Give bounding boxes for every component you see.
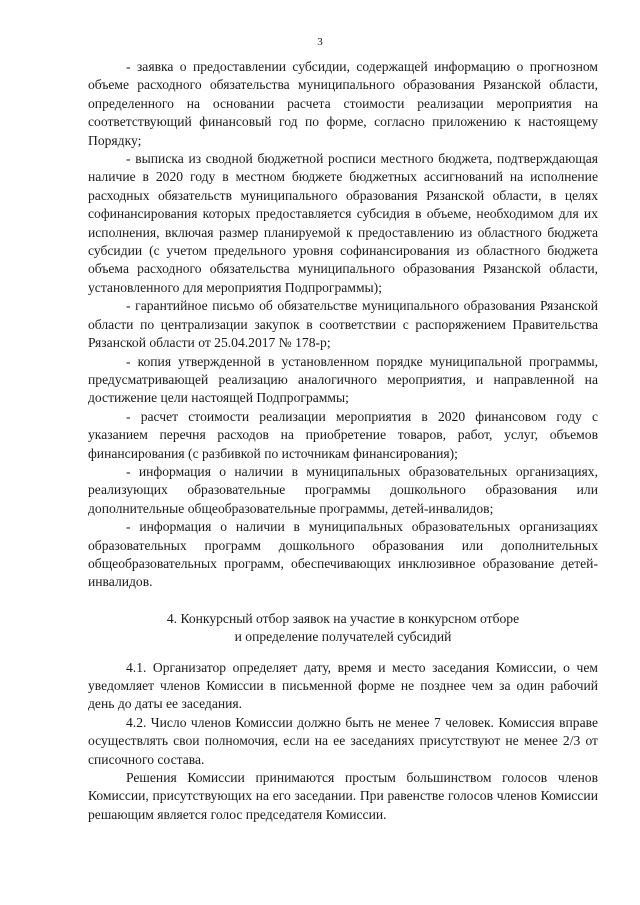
list-item: - выписка из сводной бюджетной росписи местного бюджета, подтверждающая наличие в 2020 году в местном бюджете бюджетных ассигнований на исполнение расходных обязательств муниципального образования Рязанской области, в целях софинансирования которых предоставляется субсидия в объеме, необходимом для их исполнения, включая размер планируемой к предоставлению из областного бюджета субсидии (с учетом предельного уровня софинансирования из областного бюджета объема расходного обязательства муниципального образования Рязанской области, установленного для мероприятия Подпрограммы); — [88, 151, 598, 295]
list-item: - копия утвержденной в установленном порядке муниципальной программы, предусматривающей реализацию аналогичного мероприятия, и направленной на достижение цели настоящей Подпрограммы; — [88, 353, 598, 406]
section-heading-line: и определение получателей субсидий — [234, 629, 452, 645]
section-heading-line: 4. Конкурсный отбор заявок на участие в конкурсном отборе — [166, 610, 520, 626]
list-item: - заявка о предоставлении субсидии, содержащей информацию о прогнозном объеме расходного обязательства муниципального образования Рязанской области, определенного на основании расчета стоимости реализации мероприятия на соответствующий финансовый год по форме, согласно приложению к настоящему Порядку; — [88, 59, 598, 148]
paragraph: 4.1. Организатор определяет дату, время и место заседания Комиссии, о чем уведомляет членов Комиссии в письменной форме не позднее чем за один рабочий день до даты ее заседания. — [88, 659, 598, 712]
page-number: 3 — [317, 36, 323, 48]
list-item: - гарантийное письмо об обязательстве муниципального образования Рязанской области по централизации закупок в соответствии с распоряжением Правительства Рязанской области от 25.04.2017 № 178-р; — [88, 298, 598, 351]
paragraph: Решения Комиссии принимаются простым большинством голосов членов Комиссии, присутствующих на его заседании. При равенстве голосов членов Комиссии решающим является голос председателя Комиссии. — [88, 770, 598, 822]
paragraph: 4.2. Число членов Комиссии должно быть не менее 7 человек. Комиссия вправе осуществлять свои полномочия, если на ее заседаниях присутствуют не менее 2/3 от списочного состава. — [88, 714, 598, 767]
list-item: - информация о наличии в муниципальных образовательных организациях образовательных программ дошкольного образования или дополнительных общеобразовательных программ, обеспечивающих инклюзивное образование детей-инвалидов. — [88, 519, 598, 590]
document-body — [88, 58, 598, 824]
section-heading — [88, 610, 598, 647]
list-item: - информация о наличии в муниципальных образовательных организациях, реализующих образовательные программы дошкольного образования или дополнительные общеобразовательные программы, детей-инвалидов; — [88, 463, 598, 516]
list-item: - расчет стоимости реализации мероприятия в 2020 финансовом году с указанием перечня расходов на приобретение товаров, работ, услуг, объемов финансирования (с разбивкой по источникам финансирования); — [88, 408, 598, 461]
